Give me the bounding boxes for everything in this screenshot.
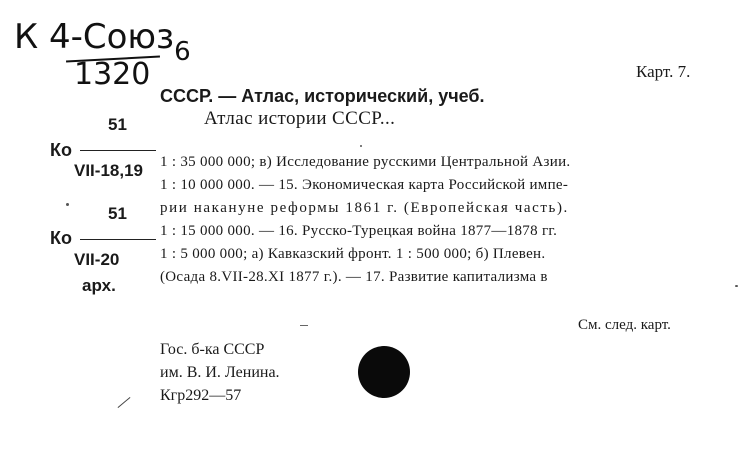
continued-note: См. след. карт.: [578, 317, 671, 333]
shelfmark-2-top: 51: [108, 204, 127, 223]
library-code: Кгр292—57: [160, 387, 242, 404]
handwritten-suffix: 6: [174, 37, 191, 67]
shelfmark-1-top: 51: [108, 115, 127, 134]
handwritten-number: 1320: [74, 57, 151, 92]
body-line: (Осада 8.VII-28.XI 1877 г.). — 17. Развитие капитализма в: [160, 269, 548, 285]
library-dedication: им. В. И. Ленина.: [160, 364, 280, 381]
shelfmark-1-rule: [80, 150, 156, 151]
scan-speck: [66, 203, 69, 206]
card-label: Карт. 7.: [636, 62, 691, 81]
shelfmark-2-prefix: Ко: [50, 228, 72, 248]
shelfmark-1-prefix: Ко: [50, 140, 72, 160]
scan-speck: [735, 285, 738, 287]
library-name: Гос. б-ка СССР: [160, 341, 265, 358]
shelfmark-2-note: арх.: [82, 276, 116, 295]
body-line: 1 : 35 000 000; в) Исследование русскими Центральной Азии.: [160, 154, 571, 170]
body-line: 1 : 5 000 000; а) Кавказский фронт. 1 : 500 000; б) Плевен.: [160, 246, 546, 262]
body-line: 1 : 15 000 000. — 16. Русско-Турецкая война 1877—1878 гг.: [160, 223, 558, 239]
subtitle: Атлас истории СССР...: [204, 108, 396, 129]
shelfmark-1-bottom: VII-18,19: [74, 161, 143, 180]
shelfmark-2-bottom: VII-20: [74, 250, 120, 269]
heading: СССР. — Атлас, исторический, учеб.: [160, 86, 485, 106]
scan-stroke: [300, 325, 308, 326]
punch-hole: [358, 346, 410, 398]
body-line: рии накануне реформы 1861 г. (Европейская часть).: [160, 200, 569, 216]
body-line: 1 : 10 000 000. — 15. Экономическая карта Российской импе-: [160, 177, 569, 193]
shelfmark-2-rule: [80, 239, 156, 240]
handwritten-prefix: К 4-Союз: [14, 17, 175, 57]
scan-stroke: [118, 397, 131, 408]
scan-speck: [360, 145, 362, 147]
